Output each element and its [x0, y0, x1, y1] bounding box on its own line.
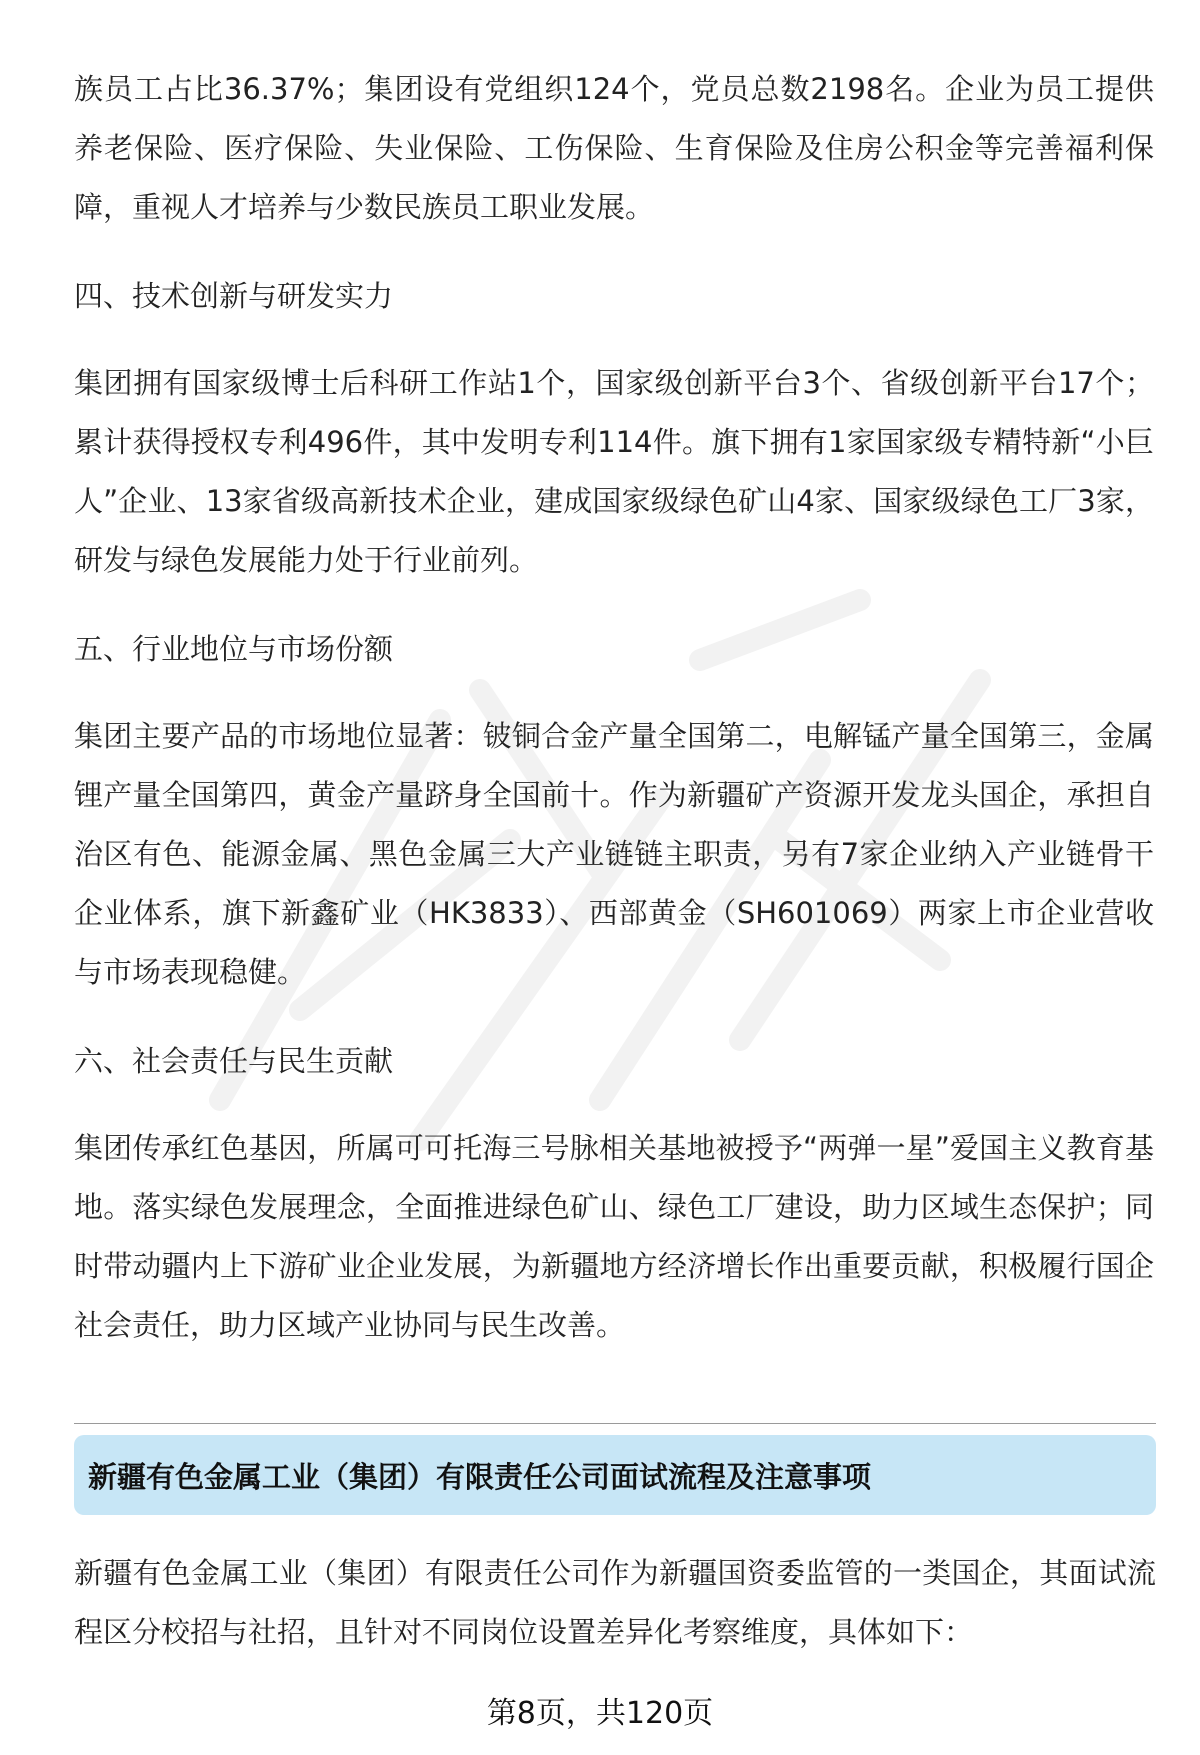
heading-social-responsibility: 六、社会责任与民生贡献: [74, 1044, 394, 1078]
page-number: 第8页，共120页: [486, 1696, 714, 1731]
section-title: 新疆有色金属工业（集团）有限责任公司面试流程及注意事项: [88, 1459, 872, 1494]
paragraph-social-responsibility: 集团传承红色基因，所属可可托海三号脉相关基地被授予“两弹一星”爱国主义教育基地。落实绿色发展理念，全面推进绿色矿山、绿色工厂建设，助力区域生态保护；同时带动疆内上下游矿业企业发展，为新疆地方经济增长作出重要贡献，积极履行国企社会责任，助力区域产业协同与民生改善。: [74, 1131, 1154, 1342]
body-content: [74, 60, 1154, 1355]
section-banner: [74, 1435, 1156, 1515]
paragraph-market-position: 集团主要产品的市场地位显著：铍铜合金产量全国第二，电解锰产量全国第三，金属锂产量全国第四，黄金产量跻身全国前十。作为新疆矿产资源开发龙头国企，承担自治区有色、能源金属、黑色金属三大产业链链主职责，另有7家企业纳入产业链骨干企业体系，旗下新鑫矿业（HK3833）、西部黄金（SH601069）两家上市企业营收与市场表现稳健。: [74, 719, 1154, 989]
section-divider: [74, 1423, 1156, 1424]
heading-market-position: 五、行业地位与市场份额: [74, 632, 394, 666]
paragraph-employees: 族员工占比36.37%；集团设有党组织124个，党员总数2198名。企业为员工提供养老保险、医疗保险、失业保险、工伤保险、生育保险及住房公积金等完善福利保障，重视人才培养与少数民族员工职业发展。: [74, 72, 1154, 224]
intro-block: [74, 1544, 1156, 1662]
paragraph-intro: 新疆有色金属工业（集团）有限责任公司作为新疆国资委监管的一类国企，其面试流程区分校招与社招，且针对不同岗位设置差异化考察维度，具体如下：: [74, 1556, 1156, 1649]
heading-tech-innovation: 四、技术创新与研发实力: [74, 279, 394, 313]
paragraph-tech-innovation: 集团拥有国家级博士后科研工作站1个，国家级创新平台3个、省级创新平台17个；累计获得授权专利496件，其中发明专利114件。旗下拥有1家国家级专精特新“小巨人”企业、13家省级高新技术企业，建成国家级绿色矿山4家、国家级绿色工厂3家，研发与绿色发展能力处于行业前列。: [74, 366, 1154, 577]
